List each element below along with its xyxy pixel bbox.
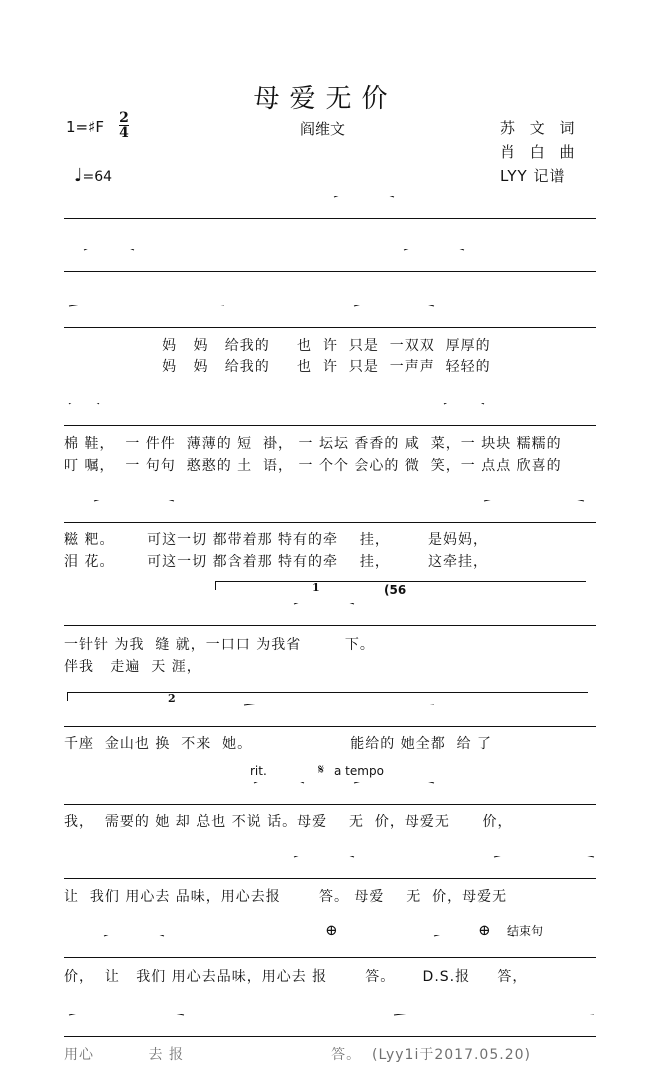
tempo-marking [74,165,112,186]
music-row-3 [64,305,596,335]
slur-marks [64,403,596,405]
time-sig-top: 2 [119,110,129,126]
slur-marks [64,305,596,307]
lyric-row-5: 糍 粑。 可这一切 都带着那 特有的牵 挂， 是妈妈， [64,532,489,548]
composer-credit: 肖 白 曲 [500,143,580,161]
lyric-row-4: 叮 嘱， 一 句句 憨憨的 土 语， 一 个个 会心的 微 笑，一 点点 欣喜的 [64,458,562,474]
ritardando-mark: rit. [250,764,267,778]
music-row-9 [64,856,596,886]
music-row-11 [64,1014,596,1044]
coda-icon-2: ⊕ [478,921,491,939]
transcriber-credit: LYY 记谱 [500,167,566,185]
slur-marks [64,704,596,706]
lyric-row-10: 我， 需要的 她 却 总也 不说 话。母爱 无 价，母爱无 价， [64,814,513,830]
quarter-note-icon: ♩ [74,165,83,186]
music-row-6 [64,603,596,633]
ending-section-label: 结束句 [507,924,544,938]
slur-marks [64,196,596,198]
lyric-row-7: 一针针 为我 缝 就，一口口 为我省 下。 [64,637,375,653]
coda-icon: ⊕ [325,921,338,939]
lyric-row-9: 千座 金山也 换 不来 她。 能给的 她全都 给 了 [64,736,493,752]
slur-marks [64,249,596,251]
music-row-2 [64,249,596,279]
music-row-7 [64,704,596,734]
volta-2-label: 2 [168,692,176,705]
a-tempo-mark: a tempo [334,764,384,778]
tempo-value: =64 [82,169,113,185]
lyric-row-1: 妈 妈 给我的 也 许 只是 一双双 厚厚的 [64,338,491,354]
segno-icon: 𝄋 [318,762,325,778]
music-row-8 [64,782,596,812]
volta-1-label: 1 [312,581,320,594]
slur-marks [64,856,596,858]
slur-marks [64,935,596,937]
lyricist-credit: 苏 文 词 [500,119,580,137]
lyric-row-3: 棉 鞋， 一 件件 薄薄的 短 褂， 一 坛坛 香香的 咸 菜，一 块块 糯糯的 [64,436,562,452]
music-row-4 [64,403,596,433]
lyric-row-11: 让 我们 用心去 品味，用心去报 答。 母爱 无 价，母爱无 [64,889,508,905]
song-title: 母爱无价 [253,84,398,114]
slur-marks [64,1014,596,1016]
key-signature: 1=♯F [66,118,104,136]
lyric-row-6: 泪 花。 可这一切 都含着那 特有的牵 挂， 这牵挂， [64,554,489,570]
slur-marks [64,500,596,502]
time-sig-bottom: 4 [119,125,129,141]
music-row-1 [64,196,596,226]
time-signature [119,112,129,139]
grace-notes: (56 [384,583,407,597]
slur-marks [64,782,596,784]
singer-name: 阎维文 [300,120,346,138]
lyric-row-8: 伴我 走遍 天 涯， [64,659,202,675]
slur-marks [64,603,596,605]
volta-2-bracket [67,692,588,705]
music-row-5 [64,500,596,530]
credits [500,116,580,188]
grace-notes-value: 56 [389,583,407,597]
lyric-row-13: 用心 去 报 答。 (Lyy1i于2017.05.20) [64,1047,531,1063]
lyric-row-12: 价， 让 我们 用心去品味，用心去 报 答。 D.S.报 答， [64,969,528,985]
music-row-10 [64,935,596,965]
lyric-row-2: 妈 妈 给我的 也 许 只是 一声声 轻轻的 [64,359,491,375]
